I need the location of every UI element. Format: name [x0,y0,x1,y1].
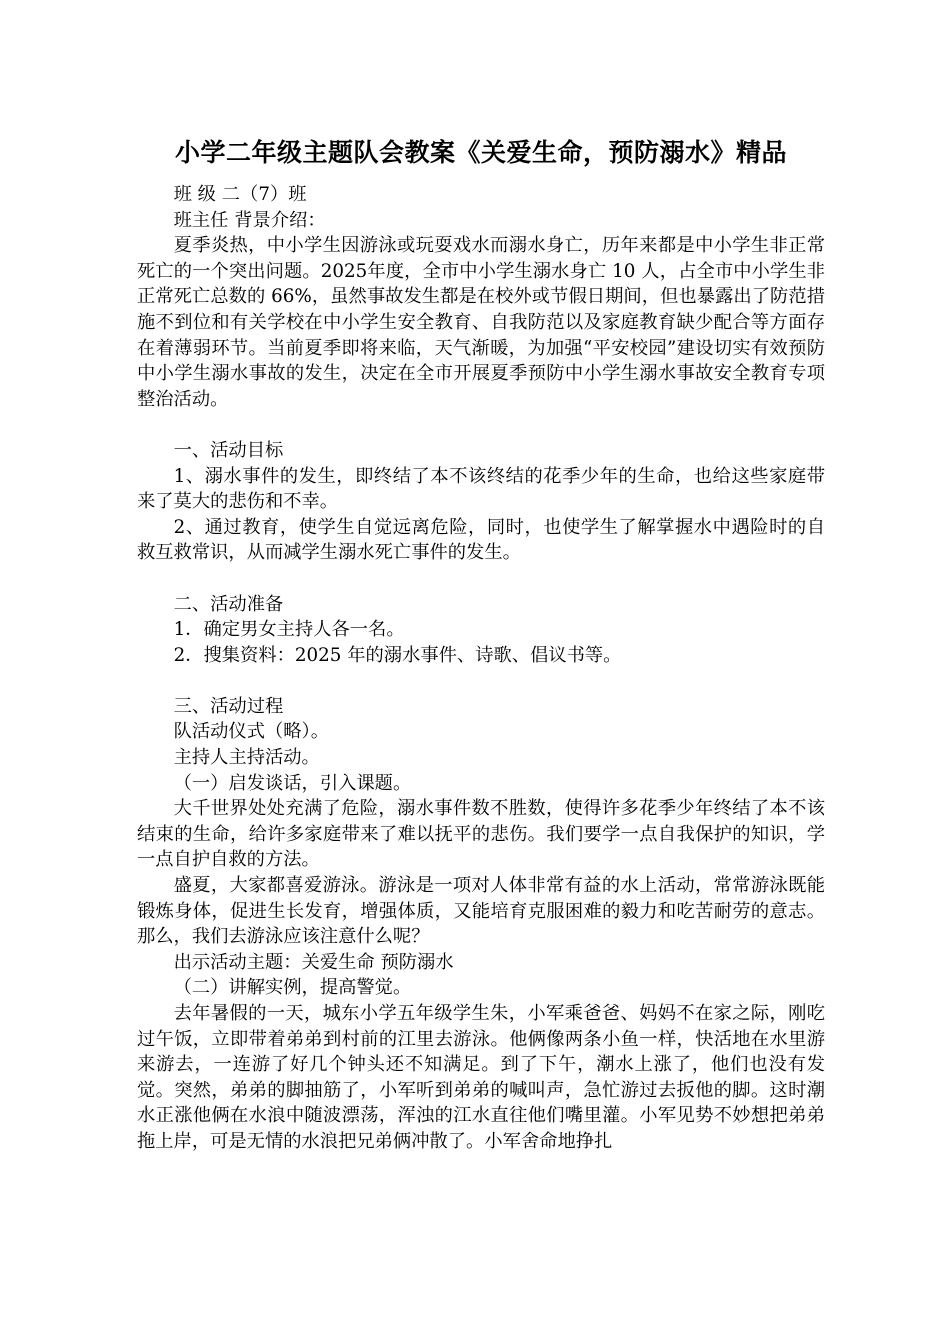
process-line-ceremony: 队活动仪式（略）。 [173,721,329,743]
spacer [137,566,825,592]
swimming-paragraph: 盛夏，大家都喜爱游泳。游泳是一项对人体非常有益的水上活动，常常游泳既能锻炼身体，促进生长发育，增强体质，又能培育克服困难的毅力和吃苦耐劳的意志。那么，我们去游泳应该注意什么呢？ [137,875,825,948]
subsection-heading-1: （一）启发谈话，引入课题。 [173,772,412,794]
spacer [137,412,825,438]
intro-paragraph: 大千世界处处充满了危险，溺水事件数不胜数，使得许多花季少年终结了本不该结束的生命，给许多家庭带来了难以抚平的悲伤。我们要学一点自我保护的知识，学一点自护自救的方法。 [137,798,825,871]
document-page [137,128,825,1155]
preparation-item-2: 2．搜集资料：2025 年的溺水事件、诗歌、倡议书等。 [173,644,622,666]
subsection-heading-2: （二）讲解实例，提高警觉。 [173,977,412,999]
section-heading-goals: 一、活动目标 [173,439,284,461]
goal-item-2: 2、通过教育，使学生自觉远离危险，同时，也使学生了解掌握水中遇险时的自救互救常识，从而减学生溺水死亡事件的发生。 [137,516,825,564]
theme-line: 出示活动主题：关爱生命 预防溺水 [173,951,454,973]
preparation-item-1: 1．确定男女主持人各一名。 [173,619,405,641]
section-heading-preparation: 二、活动准备 [173,593,284,615]
teacher-background-line: 班主任 背景介绍： [173,209,326,231]
goal-item-1: 1、溺水事件的发生，即终结了本不该终结的花季少年的生命，也给这些家庭带来了莫大的悲伤和不幸。 [137,465,825,513]
example-paragraph: 去年暑假的一天，城东小学五年级学生朱，小军乘爸爸、妈妈不在家之际，刚吃过午饭，立即带着弟弟到村前的江里去游泳。他俩像两条小鱼一样，快活地在水里游来游去，一连游了好几个钟头还不知满足。到了下午，潮水上涨了，他们也没有发觉。突然，弟弟的脚抽筋了，小军听到弟弟的喊叫声，急忙游过去扳他的脚。这时潮水正涨他俩在水浪中随波漂荡，浑浊的江水直往他们嘴里灌。小军见势不妙想把弟弟拖上岸，可是无情的水浪把兄弟俩冲散了。小军舍命地挣扎 [137,1003,825,1152]
document-title: 小学二年级主题队会教案《关爱生命，预防溺水》精品 [174,138,787,167]
section-heading-process: 三、活动过程 [173,695,284,717]
background-paragraph: 夏季炎热，中小学生因游泳或玩耍戏水而溺水身亡，历年来都是中小学生非正常死亡的一个突出问题。2025年度，全市中小学生溺水身亡 10 人，占全市中小学生非正常死亡总数的 66%，虽然事故发生都是在校外或节假日期间，但也暴露出了防范措施不到位和有关学校在中小学生安全教育、自我防范以及家庭教育缺少配合等方面存在着薄弱环节。当前夏季即将来临，天气渐暖，为加强“平安校园”建设切实有效预防中小学生溺水事故的发生，决定在全市开展夏季预防中小学生溺水事故安全教育专项整治活动。 [137,235,825,410]
spacer [137,668,825,694]
process-line-host: 主持人主持活动。 [173,747,320,769]
class-line: 班 级 二（7）班 [173,184,307,205]
